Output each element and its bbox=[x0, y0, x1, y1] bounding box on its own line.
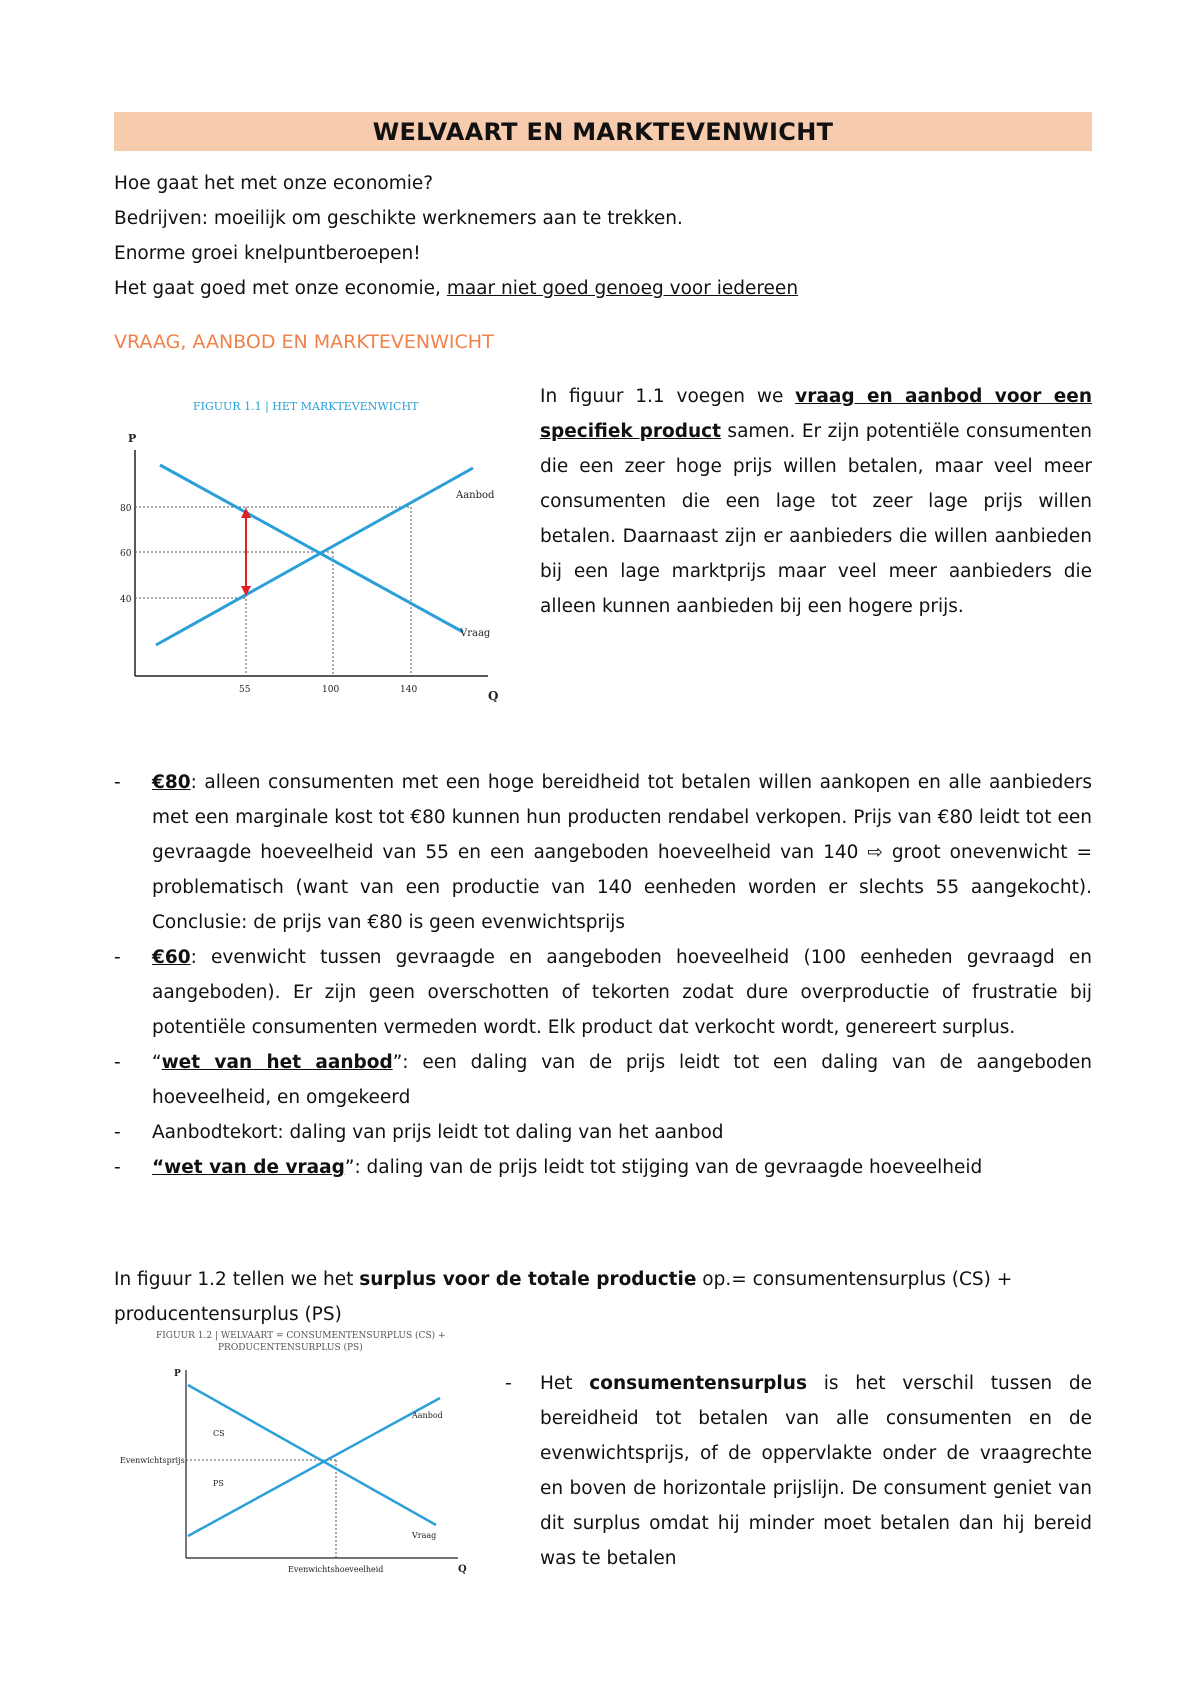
svg-text:Vraag: Vraag bbox=[412, 1531, 437, 1540]
svg-text:60: 60 bbox=[120, 549, 132, 559]
x-axis-label: Q bbox=[488, 689, 499, 703]
section-heading: VRAAG, AANBOD EN MARKTEVENWICHT bbox=[114, 331, 494, 353]
demand-label: Vraag bbox=[460, 628, 491, 639]
svg-text:40: 40 bbox=[120, 595, 132, 605]
bullet-item: - €80: alleen consumenten met een hoge bereidheid tot betalen willen aankopen en alle aanbieders met een marginale kost tot €80 kunnen hun producten rendabel verkopen. Prijs van €80 leidt tot een gevraagde hoeveelheid van 55 en een aangeboden hoeveelheid van 140 ⇨ groot onevenwicht = problematisch (want van een productie van 140 eenheden worden er slechts 55 aangekocht). Conclusie: de prijs van €80 is geen evenwichtsprijs bbox=[114, 772, 1092, 933]
svg-text:CS: CS bbox=[213, 1429, 225, 1438]
svg-text:Evenwichtsprijs: Evenwichtsprijs bbox=[120, 1456, 185, 1465]
figure-caption: FIGUUR 1.1 | HET MARKTEVENWICHT bbox=[193, 400, 419, 413]
figure1-description: In figuur 1.1 voegen we vraag en aanbod voor een specifiek product samen. Er zijn potentiële consumenten die een zeer hoge prijs willen betalen, maar veel meer consumenten die een lage tot zeer lage prijs willen betalen. Daarnaast zijn er aanbieders die willen aanbieden bij een lage marktprijs maar veel meer aanbieders die alleen kunnen aanbieden bij een hogere prijs. bbox=[540, 386, 1093, 617]
svg-text:140: 140 bbox=[400, 685, 418, 695]
consumer-surplus-description: - Het consumentensurplus is het verschil tussen de bereidheid tot betalen van alle consumenten en de evenwichtsprijs, of de oppervlakte onder de vraagrechte en boven de horizontale prijslijn. De consument geniet van dit surplus omdat hij minder moet betalen dan hij bereid was te betalen bbox=[505, 1373, 1093, 1569]
svg-text:100: 100 bbox=[322, 685, 340, 695]
figure2-intro: In figuur 1.2 tellen we het surplus voor de totale productie op.= consumentensurplus (CS) + producentensurplus (PS) bbox=[114, 1269, 1013, 1325]
page-title: WELVAART EN MARKTEVENWICHT bbox=[114, 112, 1092, 151]
bullet-item: - Aanbodtekort: daling van prijs leidt tot daling van het aanbod bbox=[114, 1122, 724, 1143]
svg-text:PRODUCENTENSURPLUS (PS): PRODUCENTENSURPLUS (PS) bbox=[218, 1343, 363, 1353]
demand-curve bbox=[160, 465, 463, 632]
bullet-list bbox=[114, 765, 1092, 1185]
demand-curve bbox=[188, 1385, 436, 1525]
bullet-item: - €60: evenwicht tussen gevraagde en aangeboden hoeveelheid (100 eenheden gevraagd en aangeboden). Er zijn geen overschotten of tekorten zodat dure overproductie of frustratie bij potentiële consumenten vermeden wordt. Elk product dat verkocht wordt, genereert surplus. bbox=[114, 947, 1092, 1038]
svg-text:Q: Q bbox=[458, 1564, 467, 1575]
intro-line: Enorme groei knelpuntberoepen! bbox=[114, 243, 421, 264]
intro-line bbox=[114, 277, 798, 301]
svg-text:Evenwichtshoeveelheid: Evenwichtshoeveelheid bbox=[288, 1565, 384, 1574]
intro-line: Hoe gaat het met onze economie? bbox=[114, 173, 434, 194]
intro-underlined: maar niet goed genoeg voor iedereen bbox=[446, 278, 799, 299]
svg-text:Aanbod: Aanbod bbox=[412, 1411, 443, 1420]
svg-text:80: 80 bbox=[120, 504, 132, 514]
svg-text:PS: PS bbox=[213, 1479, 224, 1488]
svg-text:55: 55 bbox=[239, 685, 251, 695]
figure-welfare-surplus bbox=[118, 1328, 478, 1578]
intro-text: Het gaat goed met onze economie, bbox=[114, 278, 447, 299]
bullet-item: - “wet van het aanbod”: een daling van de prijs leidt tot een daling van de aangeboden hoeveelheid, en omgekeerd bbox=[114, 1052, 1092, 1108]
y-axis-label: P bbox=[128, 432, 137, 445]
bullet-item: - “wet van de vraag”: daling van de prijs leidt tot stijging van de gevraagde hoeveelheid bbox=[114, 1157, 983, 1178]
figure-caption: FIGUUR 1.2 | WELVAART = CONSUMENTENSURPLUS (CS) + bbox=[156, 1331, 446, 1341]
svg-text:P: P bbox=[174, 1369, 181, 1379]
intro-line: Bedrijven: moeilijk om geschikte werknemers aan te trekken. bbox=[114, 208, 683, 229]
figure-market-equilibrium bbox=[118, 390, 508, 710]
supply-curve bbox=[156, 468, 473, 645]
supply-curve bbox=[188, 1398, 440, 1536]
supply-label: Aanbod bbox=[456, 490, 495, 501]
